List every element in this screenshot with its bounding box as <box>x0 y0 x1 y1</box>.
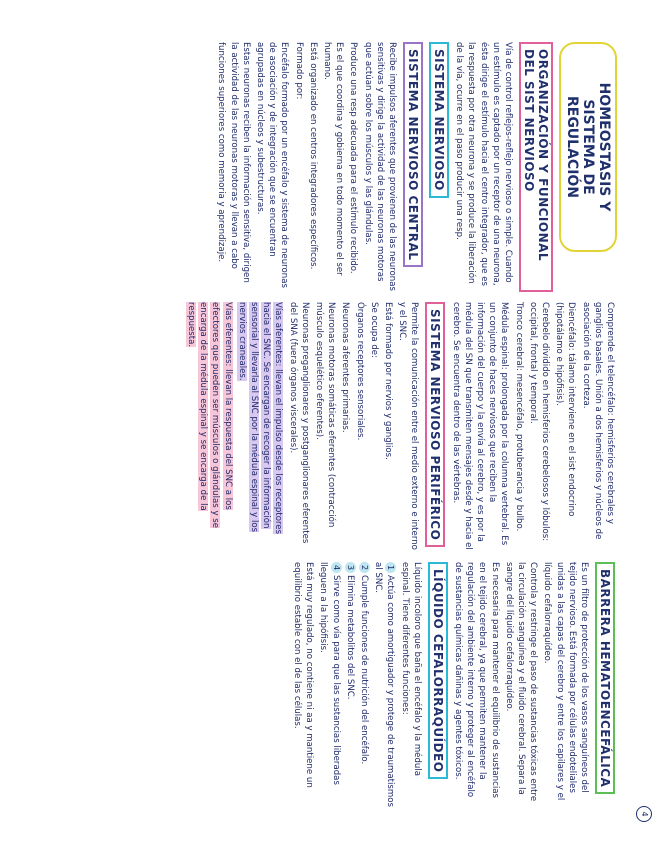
barrera-heading: BARRERA HEMATOENCEFÁLICA <box>595 562 615 794</box>
number-badge: 2 <box>359 562 370 573</box>
snc-heading: SISTEMA NERVIOSO <box>429 42 449 198</box>
lcr-heading: LÍQUIDO CEFALORRAQUÍDEO <box>428 562 448 779</box>
cerebro-item: Diencéfalo: tálamo interviene en el sist endocrino (hipotálamo e hipófisis). <box>554 302 577 517</box>
cerebro-item: Médula espinal: prolongada por la columna vertebral. Es un conjunto de haces nerviosos que reciben la información del cuerpo y la envía al cerebro, y es por la médula del SN que transmiten mensajes desde y hacia el cerebro. Se encuentra dentro de las vértebras. <box>450 302 510 550</box>
snp-item: Neuronas motoras somáticas eferentes (contracción músculo esquelético eferentes). <box>313 302 337 528</box>
lcr-item <box>372 562 396 807</box>
vias-eferentes-text: Vías eferentes: llevan la respuesta del SNC a los efectores que pueden ser músculos o glándulas y se encarga de la médula espinal y se encarga de la respuesta. <box>185 302 233 529</box>
snp-item: Neuronas aferentes primarias. <box>340 302 351 433</box>
lcr-item-text: Cumple funciones de nutrición del encéfalo. <box>358 575 369 765</box>
column-1 <box>213 42 617 292</box>
snp-heading: SISTEMA NERVIOSO PERIFÉRICO <box>425 302 445 547</box>
number-badge: 4 <box>331 562 342 573</box>
number-badge: 1 <box>385 562 396 573</box>
vias-eferentes <box>185 302 234 552</box>
lcr-text: Líquido incoloro que baña el encéfalo y la médula espinal. Tiene diferentes funciones: <box>399 562 422 777</box>
org-text: Vía de control reflejos-reflejo nervioso o simple. Cuando un estímulo es captado por un receptor de una neurona, ésta dirige el estímulo hacia el centro integrador, que es la respuesta por otra neurona y se produce la liberación de la vía, ocurre en el paso producir una resp. <box>454 42 513 287</box>
rotated-notes-sheet <box>27 34 627 814</box>
vias-aferentes-text: Vías aferentes: llevan el impulso desde los receptores hacia el SNC. Se encargan de recoger la información sensorial y llevarla al SNC por la médula espinal y los nervios craneales. <box>236 302 284 535</box>
page-title: HOMEOSTASIS Y SISTEMA DE REGULACIÓN <box>559 42 617 252</box>
column-3 <box>289 562 617 807</box>
snc-item: Recibe impulsos aferentes que provienen de las neuronas sensitivas y dirige la actividad de las neuronas motoras que actúan sobre los músculos y las glándulas. <box>362 42 397 291</box>
cerebro-item: Cerebelo dividido en hemisferios cerebelosos y lóbulos: occipital, frontal y temporal. <box>527 302 550 542</box>
snp-item: Órganos receptores sensoriales. <box>354 302 365 441</box>
snp-item: Neuronas preganglionares y postganglionares eferentes del SNA (fuera órganos viscerales). <box>287 302 310 544</box>
vias-aferentes <box>236 302 285 552</box>
lcr-item <box>358 562 370 807</box>
lcr-item-text: Sirve como vía para que las sustancias liberadas lleguen a la hipófisis. <box>318 562 341 785</box>
cerebro-item: Comprende el telencéfalo: hemisferios cerebrales y ganglios basales. Unión a dos hemisferios y núcleos de asociación de la corteza. <box>580 302 615 540</box>
snc-item: Formado por: <box>293 42 304 100</box>
cerebro-item: Tronco cerebral: mesencéfalo, protuberancia y bulbo. <box>513 302 524 532</box>
lcr-item-text: Actúa como amortiguador y protege de traumatismos al SNC. <box>373 562 396 808</box>
snp-item: Está formado por nervios y ganglios. <box>382 302 393 460</box>
snc-item: Encéfalo formado por un encéfalo y sistema de neuronas de asociación y de integración que se encuentran agrupadas en núcleos y subestructuras. <box>254 42 290 288</box>
page-number: 4 <box>636 806 652 822</box>
lcr-item <box>317 562 341 807</box>
lcr-item-text: Elimina metabolitos del SNC. <box>344 575 355 700</box>
snp-item: Se ocupa de: <box>368 302 379 358</box>
number-badge: 3 <box>345 562 356 573</box>
lcr-item <box>344 562 356 807</box>
snc-item: Es el que coordina y gobierna en todo momento el ser humano. <box>321 42 345 276</box>
lcr-final: Está muy regulado, no contiene ni aa y mantiene un equilibrio estable con el de las células. <box>291 562 315 788</box>
snp-item: Permite la comunicación entre el medio externo e interno y el SNC. <box>397 302 420 550</box>
barrera-extra-2: Es necesaria para mantener el equilibrio de sustancias en el tejido cerebral, ya que permiten mantener la regulación del ambiente interno y proteger al encéfalo de sustancias químicas dañinas y agentes tóxicos. <box>452 562 500 798</box>
snc-item: Está organizado en centros integradores específicos. <box>307 42 318 270</box>
snc-item: Produce una resp adecuada para el estímulo recibido. <box>348 42 359 274</box>
barrera-text: Es un filtro de protección de los vasos sanguíneos del tejido nervioso. Está formada por células endoteliales unidas a las capas del cerebro y entre los capilares y el líquido cefalorraquídeo. <box>542 562 589 801</box>
column-2 <box>183 302 617 552</box>
barrera-extra: Controla y restringe el paso de sustancias tóxicas entre la circulación sanguínea y el fluido cerebral. Separa la sangre del líquido cefalorraquídeo. <box>503 562 539 802</box>
snc-item: Estas neuronas reciben la información sensitiva, dirigen la actividad de las neuronas motoras y llevan a cabo funciones superiores como memoria y aprendizaje. <box>216 42 251 283</box>
org-heading: ORGANIZACIÓN Y FUNCIONAL DEL SIST NERVIOSO <box>519 42 553 292</box>
snc-central-heading: SISTEMA NERVIOSO CENTRAL <box>403 42 423 267</box>
